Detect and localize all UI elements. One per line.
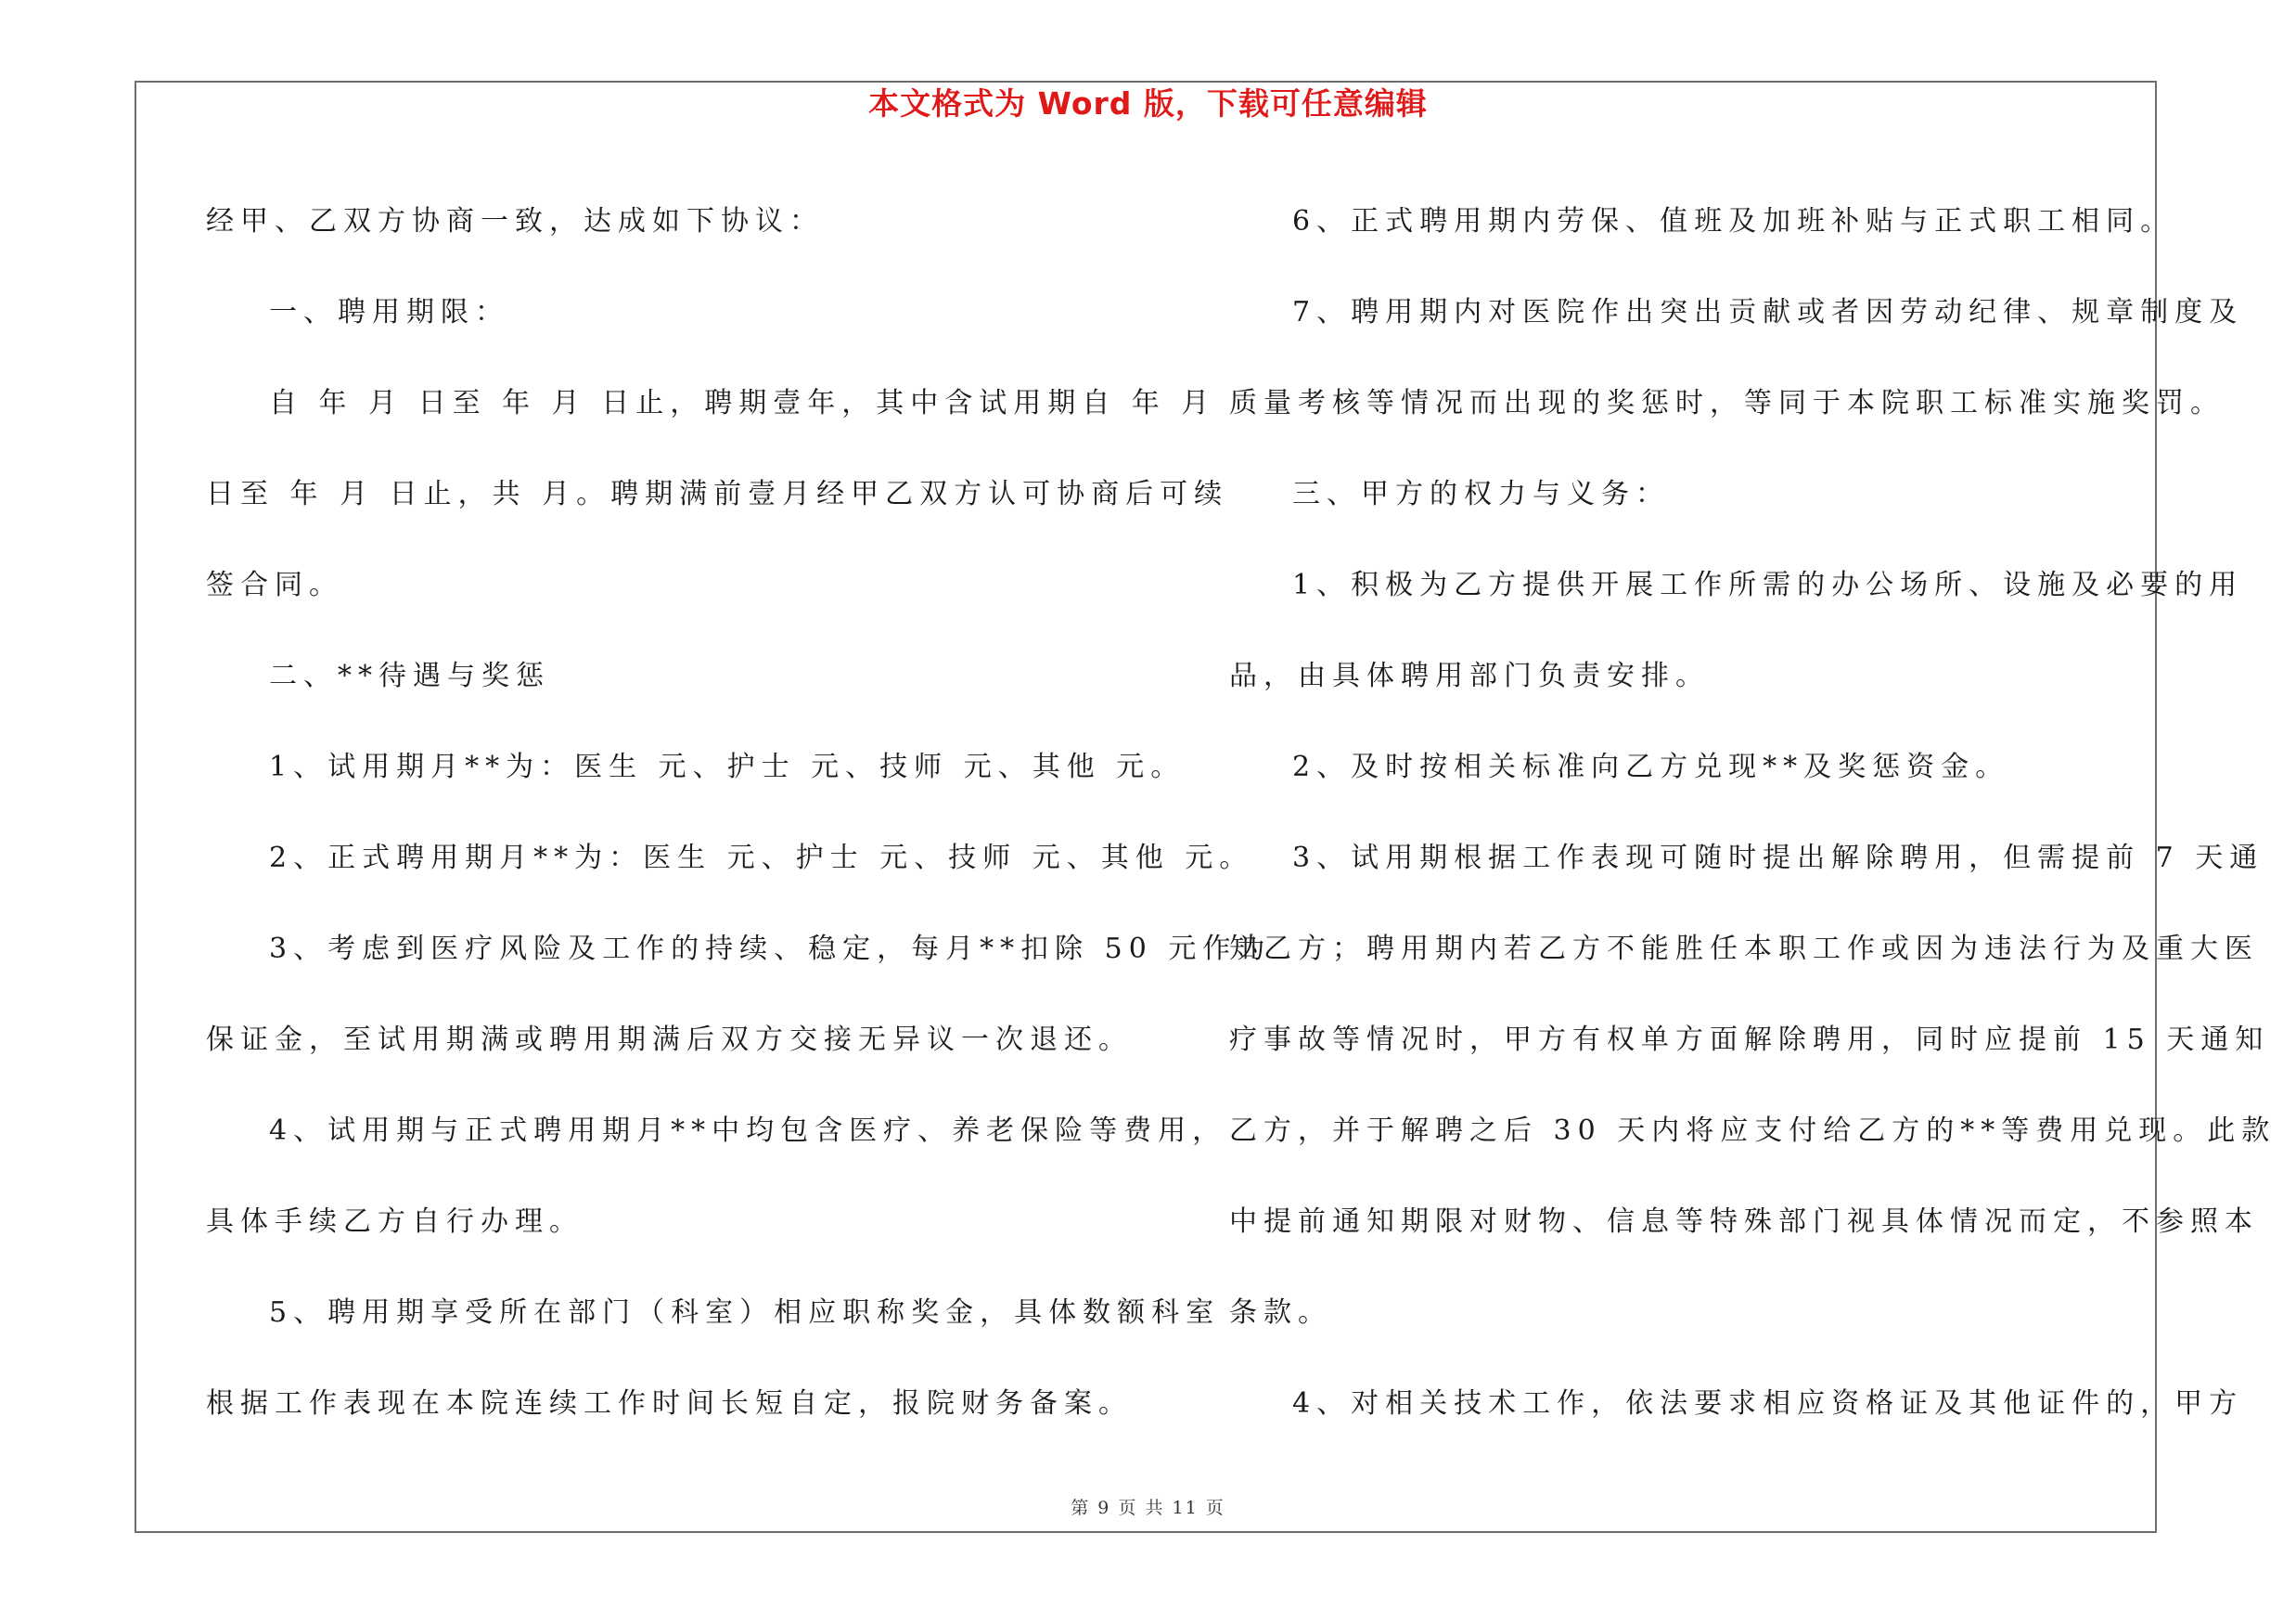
paragraph-line: 三、甲方的权力与义务： [1292, 478, 1670, 510]
paragraph-line: 乙方，并于解聘之后 30 天内将应支付给乙方的**等费用兑现。此款 [1229, 1114, 2277, 1147]
page-number: 第 9 页 共 11 页 [1071, 1498, 1225, 1518]
left-column [206, 176, 1272, 1449]
paragraph-line: 中提前通知期限对财物、信息等特殊部门视具体情况而定，不参照本 [1229, 1205, 2259, 1238]
paragraph-line: 3、考虑到医疗风险及工作的持续、稳定，每月**扣除 50 元作为 [269, 933, 1272, 965]
format-banner: 本文格式为 Word 版，下载可任意编辑 [868, 85, 1428, 122]
paragraph-line: 保证金，至试用期满或聘用期满后双方交接无异议一次退还。 [206, 1024, 1133, 1056]
paragraph-line: 2、及时按相关标准向乙方兑现**及奖惩资金。 [1292, 751, 2010, 783]
paragraph-line: 1、积极为乙方提供开展工作所需的办公场所、设施及必要的用 [1292, 569, 2244, 601]
paragraph-line: 7、聘用期内对医院作出突出贡献或者因劳动纪律、规章制度及 [1292, 296, 2244, 328]
paragraph-line: 经甲、乙双方协商一致，达成如下协议： [206, 205, 824, 238]
right-column [1229, 176, 2277, 1449]
paragraph-line: 2、正式聘用期月**为：医生 元、护士 元、技师 元、其他 元。 [269, 842, 1254, 874]
paragraph-line: 6、正式聘用期内劳保、值班及加班补贴与正式职工相同。 [1292, 205, 2175, 238]
paragraph-line: 品，由具体聘用部门负责安排。 [1229, 660, 1710, 692]
paragraph-line: 4、对相关技术工作，依法要求相应资格证及其他证件的，甲方 [1292, 1387, 2244, 1420]
paragraph-line: 1、试用期月**为：医生 元、护士 元、技师 元、其他 元。 [269, 751, 1186, 783]
paragraph-line: 4、试用期与正式聘用期月**中均包含医疗、养老保险等费用， [269, 1114, 1227, 1147]
paragraph-line: 日至 年 月 日止，共 月。聘期满前壹月经甲乙双方认可协商后可续 [206, 478, 1229, 510]
paragraph-line: 3、试用期根据工作表现可随时提出解除聘用，但需提前 7 天通 [1292, 842, 2264, 874]
paragraph-line: 具体手续乙方自行办理。 [206, 1205, 584, 1238]
paragraph-line: 自 年 月 日至 年 月 日止，聘期壹年，其中含试用期自 年 月 [269, 387, 1216, 419]
paragraph-line: 根据工作表现在本院连续工作时间长短自定，报院财务备案。 [206, 1387, 1133, 1420]
paragraph-line: 质量考核等情况而出现的奖惩时，等同于本院职工标准实施奖罚。 [1229, 387, 2225, 419]
paragraph-line: 条款。 [1229, 1296, 1332, 1329]
paragraph-line: 5、聘用期享受所在部门（科室）相应职称奖金，具体数额科室 [269, 1296, 1221, 1329]
paragraph-line: 二、**待遇与奖惩 [269, 660, 550, 692]
paragraph-line: 知乙方；聘用期内若乙方不能胜任本职工作或因为违法行为及重大医 [1229, 933, 2259, 965]
paragraph-line: 一、聘用期限： [269, 296, 509, 328]
paragraph-line: 疗事故等情况时，甲方有权单方面解除聘用，同时应提前 15 天通知 [1229, 1024, 2270, 1056]
paragraph-line: 签合同。 [206, 569, 343, 601]
